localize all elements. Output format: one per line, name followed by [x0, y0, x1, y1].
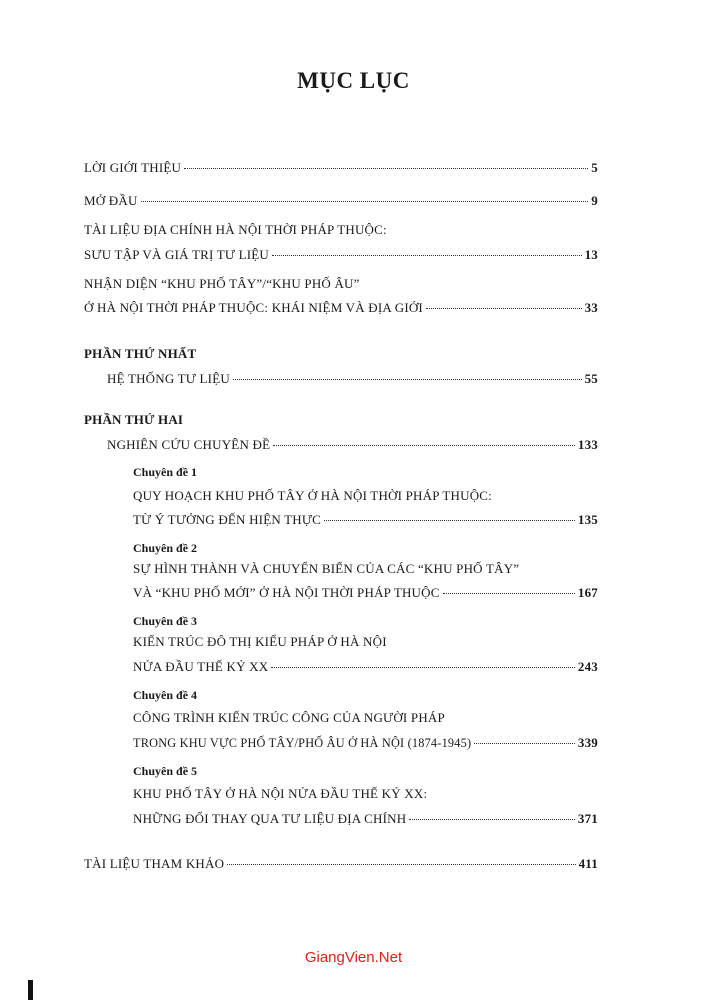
toc-entry-label: NỬA ĐẦU THẾ KỶ XX: [133, 659, 269, 674]
toc-entry-mo-dau[interactable]: [84, 193, 598, 209]
toc-entry-page: 339: [577, 735, 598, 750]
toc-entry-chuyen-de-2[interactable]: [133, 585, 598, 601]
toc-entry-he-thong-tu-lieu[interactable]: [107, 371, 598, 387]
leader-dots: [443, 593, 575, 594]
toc-entry-page: 411: [578, 856, 598, 871]
chuyen-de-heading: Chuyên đề 4: [133, 688, 198, 702]
toc-entry-page: 371: [577, 811, 598, 826]
toc-entry-chuyen-de-3[interactable]: [133, 659, 598, 675]
toc-entry-loi-gioi-thieu[interactable]: [84, 160, 598, 176]
toc-entry-line: QUY HOẠCH KHU PHỐ TÂY Ở HÀ NỘI THỜI PHÁP THUỘC:: [133, 488, 492, 503]
toc-entry-page: 13: [584, 247, 598, 262]
chuyen-de-heading: Chuyên đề 1: [133, 465, 198, 479]
page-title: MỤC LỤC: [297, 68, 410, 93]
leader-dots: [233, 379, 582, 380]
leader-dots: [409, 819, 575, 820]
leader-dots: [184, 168, 588, 169]
toc-entry-nhan-dien[interactable]: [84, 300, 598, 316]
toc-entry-line: KHU PHỐ TÂY Ở HÀ NỘI NỬA ĐẦU THẾ KỶ XX:: [133, 786, 428, 801]
toc-entry-chuyen-de-4[interactable]: [133, 735, 598, 751]
toc-entry-line: TÀI LIỆU ĐỊA CHÍNH HÀ NỘI THỜI PHÁP THUỘC:: [84, 222, 387, 237]
toc-entry-page: 5: [591, 160, 598, 175]
toc-entry-page: 33: [584, 300, 598, 315]
toc-entry-line: NHẬN DIỆN “KHU PHỐ TÂY”/“KHU PHỐ ÂU”: [84, 276, 360, 291]
toc-entry-label: TÀI LIỆU THAM KHẢO: [84, 856, 225, 871]
toc-entry-nghien-cuu-chuyen-de[interactable]: [107, 437, 598, 453]
toc-entry-page: 135: [577, 512, 598, 527]
toc-entry-tai-lieu-dia-chinh[interactable]: [84, 247, 598, 263]
toc-entry-label: TỪ Ý TƯỞNG ĐẾN HIỆN THỰC: [133, 512, 322, 527]
toc-entry-page: 167: [577, 585, 598, 600]
toc-entry-chuyen-de-5[interactable]: [133, 811, 598, 827]
toc-entry-label: MỞ ĐẦU: [84, 193, 138, 208]
toc-entry-page: 9: [591, 193, 598, 208]
part-heading: PHẦN THỨ HAI: [84, 412, 184, 427]
toc-entry-page: 55: [584, 371, 598, 386]
toc-entry-label: HỆ THỐNG TƯ LIỆU: [107, 371, 230, 386]
toc-entry-line: KIẾN TRÚC ĐÔ THỊ KIỂU PHÁP Ở HÀ NỘI: [133, 634, 387, 649]
leader-dots: [272, 255, 582, 256]
leader-dots: [271, 667, 575, 668]
toc-entry-label: NGHIÊN CỨU CHUYÊN ĐỀ: [107, 437, 271, 452]
toc-entry-label: VÀ “KHU PHỐ MỚI” Ở HÀ NỘI THỜI PHÁP THUỘC: [133, 585, 440, 600]
chuyen-de-heading: Chuyên đề 5: [133, 764, 198, 778]
leader-dots: [141, 201, 589, 202]
toc-entry-label: SƯU TẬP VÀ GIÁ TRỊ TƯ LIỆU: [84, 247, 269, 262]
watermark: GiangVien.Net: [304, 949, 403, 966]
leader-dots: [227, 864, 575, 865]
toc-entry-label: NHỮNG ĐỔI THAY QUA TƯ LIỆU ĐỊA CHÍNH: [133, 811, 407, 826]
toc-entry-line: CÔNG TRÌNH KIẾN TRÚC CÔNG CỦA NGƯỜI PHÁP: [133, 710, 445, 725]
toc-entry-line: SỰ HÌNH THÀNH VÀ CHUYỂN BIẾN CỦA CÁC “KHU PHỐ TÂY”: [133, 561, 520, 576]
toc-entry-label: Ở HÀ NỘI THỜI PHÁP THUỘC: KHÁI NIỆM VÀ ĐỊA GIỚI: [84, 300, 423, 315]
chuyen-de-heading: Chuyên đề 3: [133, 614, 198, 628]
leader-dots: [324, 520, 575, 521]
toc-entry-label: LỜI GIỚI THIỆU: [84, 160, 182, 175]
scan-edge-mark: [28, 980, 33, 1000]
leader-dots: [474, 743, 575, 744]
toc-entry-chuyen-de-1[interactable]: [133, 512, 598, 528]
part-heading: PHẦN THỨ NHẤT: [84, 346, 197, 361]
leader-dots: [426, 308, 582, 309]
leader-dots: [273, 445, 575, 446]
chuyen-de-heading: Chuyên đề 2: [133, 541, 198, 555]
toc-entry-page: 133: [577, 437, 598, 452]
toc-entry-label: TRONG KHU VỰC PHỐ TÂY/PHỐ ÂU Ở HÀ NỘI (1874-1945): [133, 736, 472, 750]
toc-entry-page: 243: [577, 659, 598, 674]
toc-entry-tai-lieu-tham-khao[interactable]: [84, 856, 598, 872]
